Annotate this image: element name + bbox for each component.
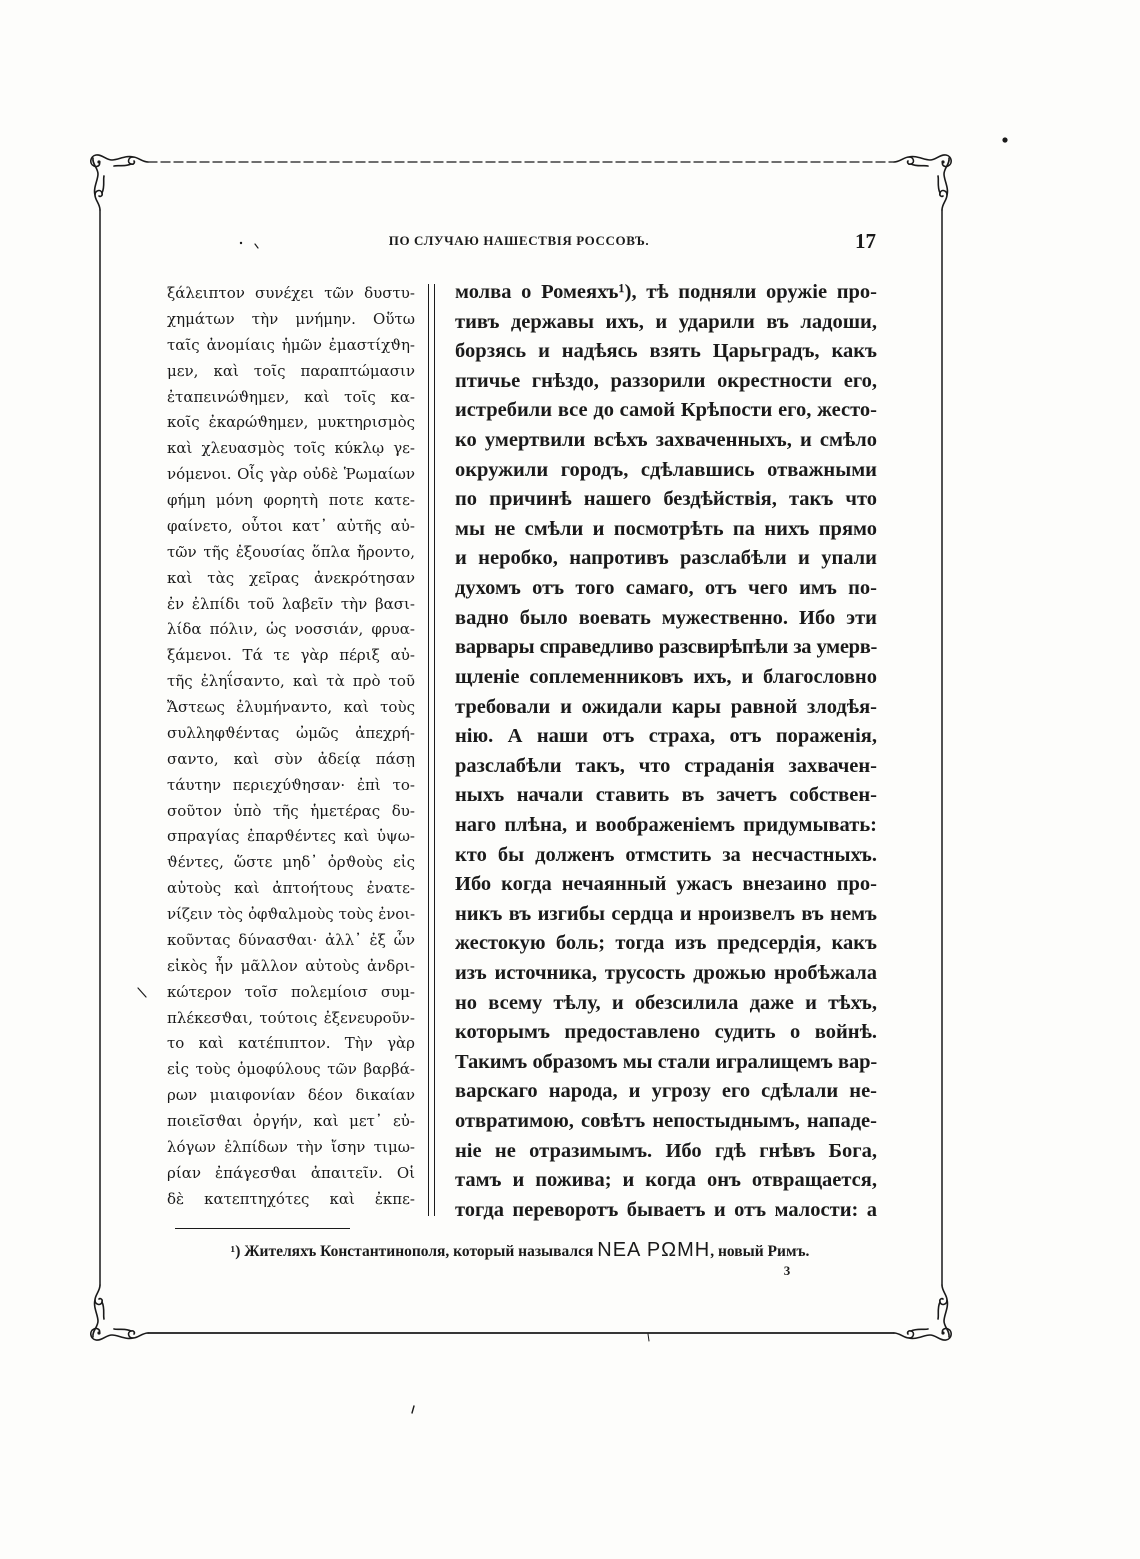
greek-text-line: χημάτων τὴν μνήμην. Οὕτω	[167, 309, 415, 328]
greek-text-line: νόμενοι. Οἷς γὰρ οὐδὲ Ῥωμαίων	[167, 465, 415, 484]
footnote-marker: ¹)	[230, 1243, 241, 1260]
greek-text-line: τάυτην περιεχύϑησαν· ἐπὶ το-	[167, 775, 415, 794]
footnote-text: Жителяхъ Константинополя, который назывался	[244, 1243, 594, 1260]
russian-text-line: нію. А наши отъ страха, отъ пораженія,	[455, 725, 877, 748]
greek-text-line: φήμη μόνη φορητὴ ποτε κατε-	[167, 491, 415, 509]
greek-text-line: ξάμενοι. Τά τε γὰρ πέριξ αὐ-	[167, 646, 415, 665]
russian-text-line: которымъ предоставлено судить о войнѣ.	[455, 1021, 877, 1044]
greek-text-line: εἰς τοὺς ὁμοφύλους τῶν βαρβά-	[167, 1060, 415, 1079]
footnote-greek-phrase: ΝΕΑ ΡΩΜΗ	[597, 1239, 711, 1261]
greek-text-line: κοῖς ἐκαρώϑημεν, μυκτηρισμὸς	[167, 413, 415, 432]
signature-mark: 3	[783, 1263, 791, 1278]
russian-text-line: вадно было воевать мужественно. Ибо эти	[455, 606, 877, 629]
greek-text-line: σοῦτον ὑπὸ τῆς ἡμετέρας δυ-	[167, 801, 415, 820]
corner-ornament-bottom-left	[91, 1285, 148, 1340]
greek-text-line: τῆς ἐληΐσαντο, καὶ τὰ πρὸ τοῦ	[167, 672, 415, 691]
greek-text-line: το καὶ κατέπιπτον. Τὴν γὰρ	[167, 1034, 415, 1053]
russian-text-line: тивъ державы ихъ, и ударили въ ладоши,	[455, 310, 877, 333]
column-divider-rule	[434, 284, 435, 1216]
greek-text-line: λόγων ἐλπίδων τὴν ἴσην τιμω-	[167, 1137, 415, 1156]
running-title: ПО СЛУЧАЮ НАШЕСТВІЯ РОССОВЪ.	[388, 233, 650, 248]
russian-text-line: Такимъ образомъ мы стали игралищемъ вар-	[455, 1050, 877, 1073]
russian-text-line: птичье гнѣздо, раззорили окрестности его,	[455, 369, 877, 392]
greek-column	[167, 281, 415, 1213]
russian-column	[455, 278, 877, 1226]
russian-text-line: варскаго народа, и угрозу его сдѣлали не-	[455, 1080, 877, 1103]
russian-text-line: щленіе соплеменниковъ ихъ, и благословно	[455, 665, 877, 688]
footnote-text-end: , новый Римъ.	[710, 1243, 810, 1260]
russian-text-line: тогда переворотъ бываетъ и отъ малости: а	[455, 1198, 877, 1221]
scan-speck	[648, 1334, 649, 1341]
scan-speck	[138, 988, 146, 997]
russian-text-line: окружили городъ, сдѣлавшись отважными	[455, 458, 877, 481]
russian-text-line: ко умертвили всѣхъ захваченныхъ, и смѣло	[455, 429, 877, 452]
russian-text-line: борзясь и надѣясь взять Царьградъ, какъ	[455, 340, 877, 363]
corner-ornament-bottom-right	[894, 1285, 951, 1340]
greek-text-line: ϑέντες, ὥστε μηδ᾽ ὀρϑοὺς εἰς	[167, 853, 415, 872]
russian-text-line: варвары справедливо разсвирѣпѣли за умерв-	[455, 636, 877, 659]
greek-text-line: ξάλειπτον συνέχει τῶν δυστυ-	[167, 284, 415, 302]
greek-text-line: δὲ κατεπτηχότες καὶ ἐκπε-	[167, 1189, 415, 1208]
russian-text-line: истребили все до самой Крѣпости его, жесто-	[455, 399, 877, 422]
greek-text-line: τῶν τῆς ἐξουσίας ὅπλα ἤροντο,	[167, 542, 415, 561]
greek-text-line: ρων μιαιφονίαν δέον δικαίαν	[167, 1086, 415, 1105]
russian-text-line: молва о Ромеяхъ¹), тѣ подняли оружіе про-	[455, 281, 877, 303]
russian-text-line: по причинѣ нашего бездѣйствія, такъ что	[455, 488, 877, 511]
russian-text-line: никъ въ изгибы сердца и нроизвелъ въ немъ	[455, 902, 877, 925]
greek-text-line: κώτερον τοῖσ πολεμίοισ συμ-	[167, 982, 415, 1001]
russian-text-line: духомъ отъ того самаго, отъ чего имъ по-	[455, 577, 877, 600]
greek-text-line: ταῖς ἀνομίαις ἡμῶν ἐμαστίχϑη-	[167, 335, 415, 354]
russian-text-line: изъ источника, трусость дрожью нробѣжала	[455, 962, 877, 985]
footnote	[160, 1238, 880, 1264]
russian-text-line: жестокую боль; тогда изъ предсердія, какъ	[455, 932, 877, 955]
greek-text-line: σαντο, καὶ σὺν ἀδείᾳ πάσῃ	[167, 749, 415, 768]
corner-ornament-top-left	[91, 155, 148, 210]
russian-text-line: отвратимою, совѣтъ непостыднымъ, нападе-	[455, 1110, 877, 1133]
greek-text-line: εἰκὸς ἦν μᾶλλον αὐτοὺς ἀνδρι-	[167, 956, 415, 975]
russian-text-line: тамъ и пожива; и когда онъ отвращается,	[455, 1169, 877, 1192]
russian-text-line: ніе не отразимымъ. Ибо гдѣ гнѣвъ Бога,	[455, 1139, 877, 1162]
russian-text-line: требовали и ожидали кары равной злодѣя-	[455, 695, 877, 718]
greek-text-line: συλληφϑέντας ὠμῶς ἀπεχρή-	[167, 723, 415, 742]
scan-speck	[255, 244, 258, 248]
greek-text-line: πλέκεσϑαι, τούτοις ἐξενευροῦν-	[167, 1008, 415, 1027]
greek-text-line: ἐταπεινώϑημεν, καὶ τοῖς κα-	[167, 387, 415, 406]
greek-text-line: αὐτοὺς καὶ ἀπτοήτους ἐνατε-	[167, 879, 415, 898]
russian-text-line: разслабѣли такъ, что страданія захвачен-	[455, 754, 877, 777]
footnote-rule	[175, 1228, 350, 1229]
greek-text-line: ἐν ἐλπίδι τοῦ λαβεῖν τὴν βασι-	[167, 594, 415, 613]
russian-text-line: мы не смѣли и посмотрѣть па нихъ прямо	[455, 517, 877, 540]
russian-text-line: но всему тѣлу, и обезсилила даже и тѣхъ,	[455, 991, 877, 1014]
greek-text-line: κοῦντας δύνασϑαι· ἀλλ᾽ ἐξ ὧν	[167, 930, 415, 949]
greek-text-line: καὶ τὰς χεῖρας ἀνεκρότησαν	[167, 568, 415, 587]
russian-text-line: Ибо когда нечаянный ужасъ внезаино про-	[455, 873, 877, 896]
greek-text-line: ρίαν ἐπάγεσϑαι ἀπαιτεῖν. Οἱ	[167, 1163, 415, 1182]
corner-ornament-top-right	[894, 155, 951, 210]
scan-speck	[412, 1406, 414, 1413]
russian-text-line: и неробко, напротивъ разслабѣли и упали	[455, 547, 877, 570]
greek-text-line: λίδα πόλιν, ὡς νοσσιάν, φρυα-	[167, 620, 415, 639]
greek-text-line: ποιεῖσϑαι ὀργήν, καὶ μετ᾽ εὐ-	[167, 1112, 415, 1130]
greek-text-line: σπραγίας ἐπαρϑέντες καὶ ὑψω-	[167, 827, 415, 846]
greek-text-line: Ἄστεως ἐλυμήναντο, καὶ τοὺς	[167, 698, 415, 716]
page-number: 17	[855, 229, 876, 253]
russian-text-line: кто бы долженъ отмстить за несчастныхъ.	[455, 843, 877, 866]
greek-text-line: μεν, καὶ τοῖς παραπτώμασιν	[167, 361, 415, 380]
greek-text-line: νίζειν τὸς ὀφϑαλμοὺς τοὺς ἐνοι-	[167, 905, 415, 923]
greek-text-line: καὶ χλευασμὸς τοῖς κύκλῳ γε-	[167, 439, 415, 458]
scan-speck	[240, 242, 242, 244]
russian-text-line: ныхъ начали ставить въ зачетъ собствен-	[455, 784, 877, 807]
russian-text-line: наго плѣна, и воображеніемъ придумывать:	[455, 813, 877, 836]
scan-speck	[1002, 137, 1007, 142]
column-divider-rule	[428, 284, 429, 1216]
greek-text-line: φαίνετο, οὗτοι κατ᾽ αὐτῆς αὐ-	[167, 516, 415, 535]
